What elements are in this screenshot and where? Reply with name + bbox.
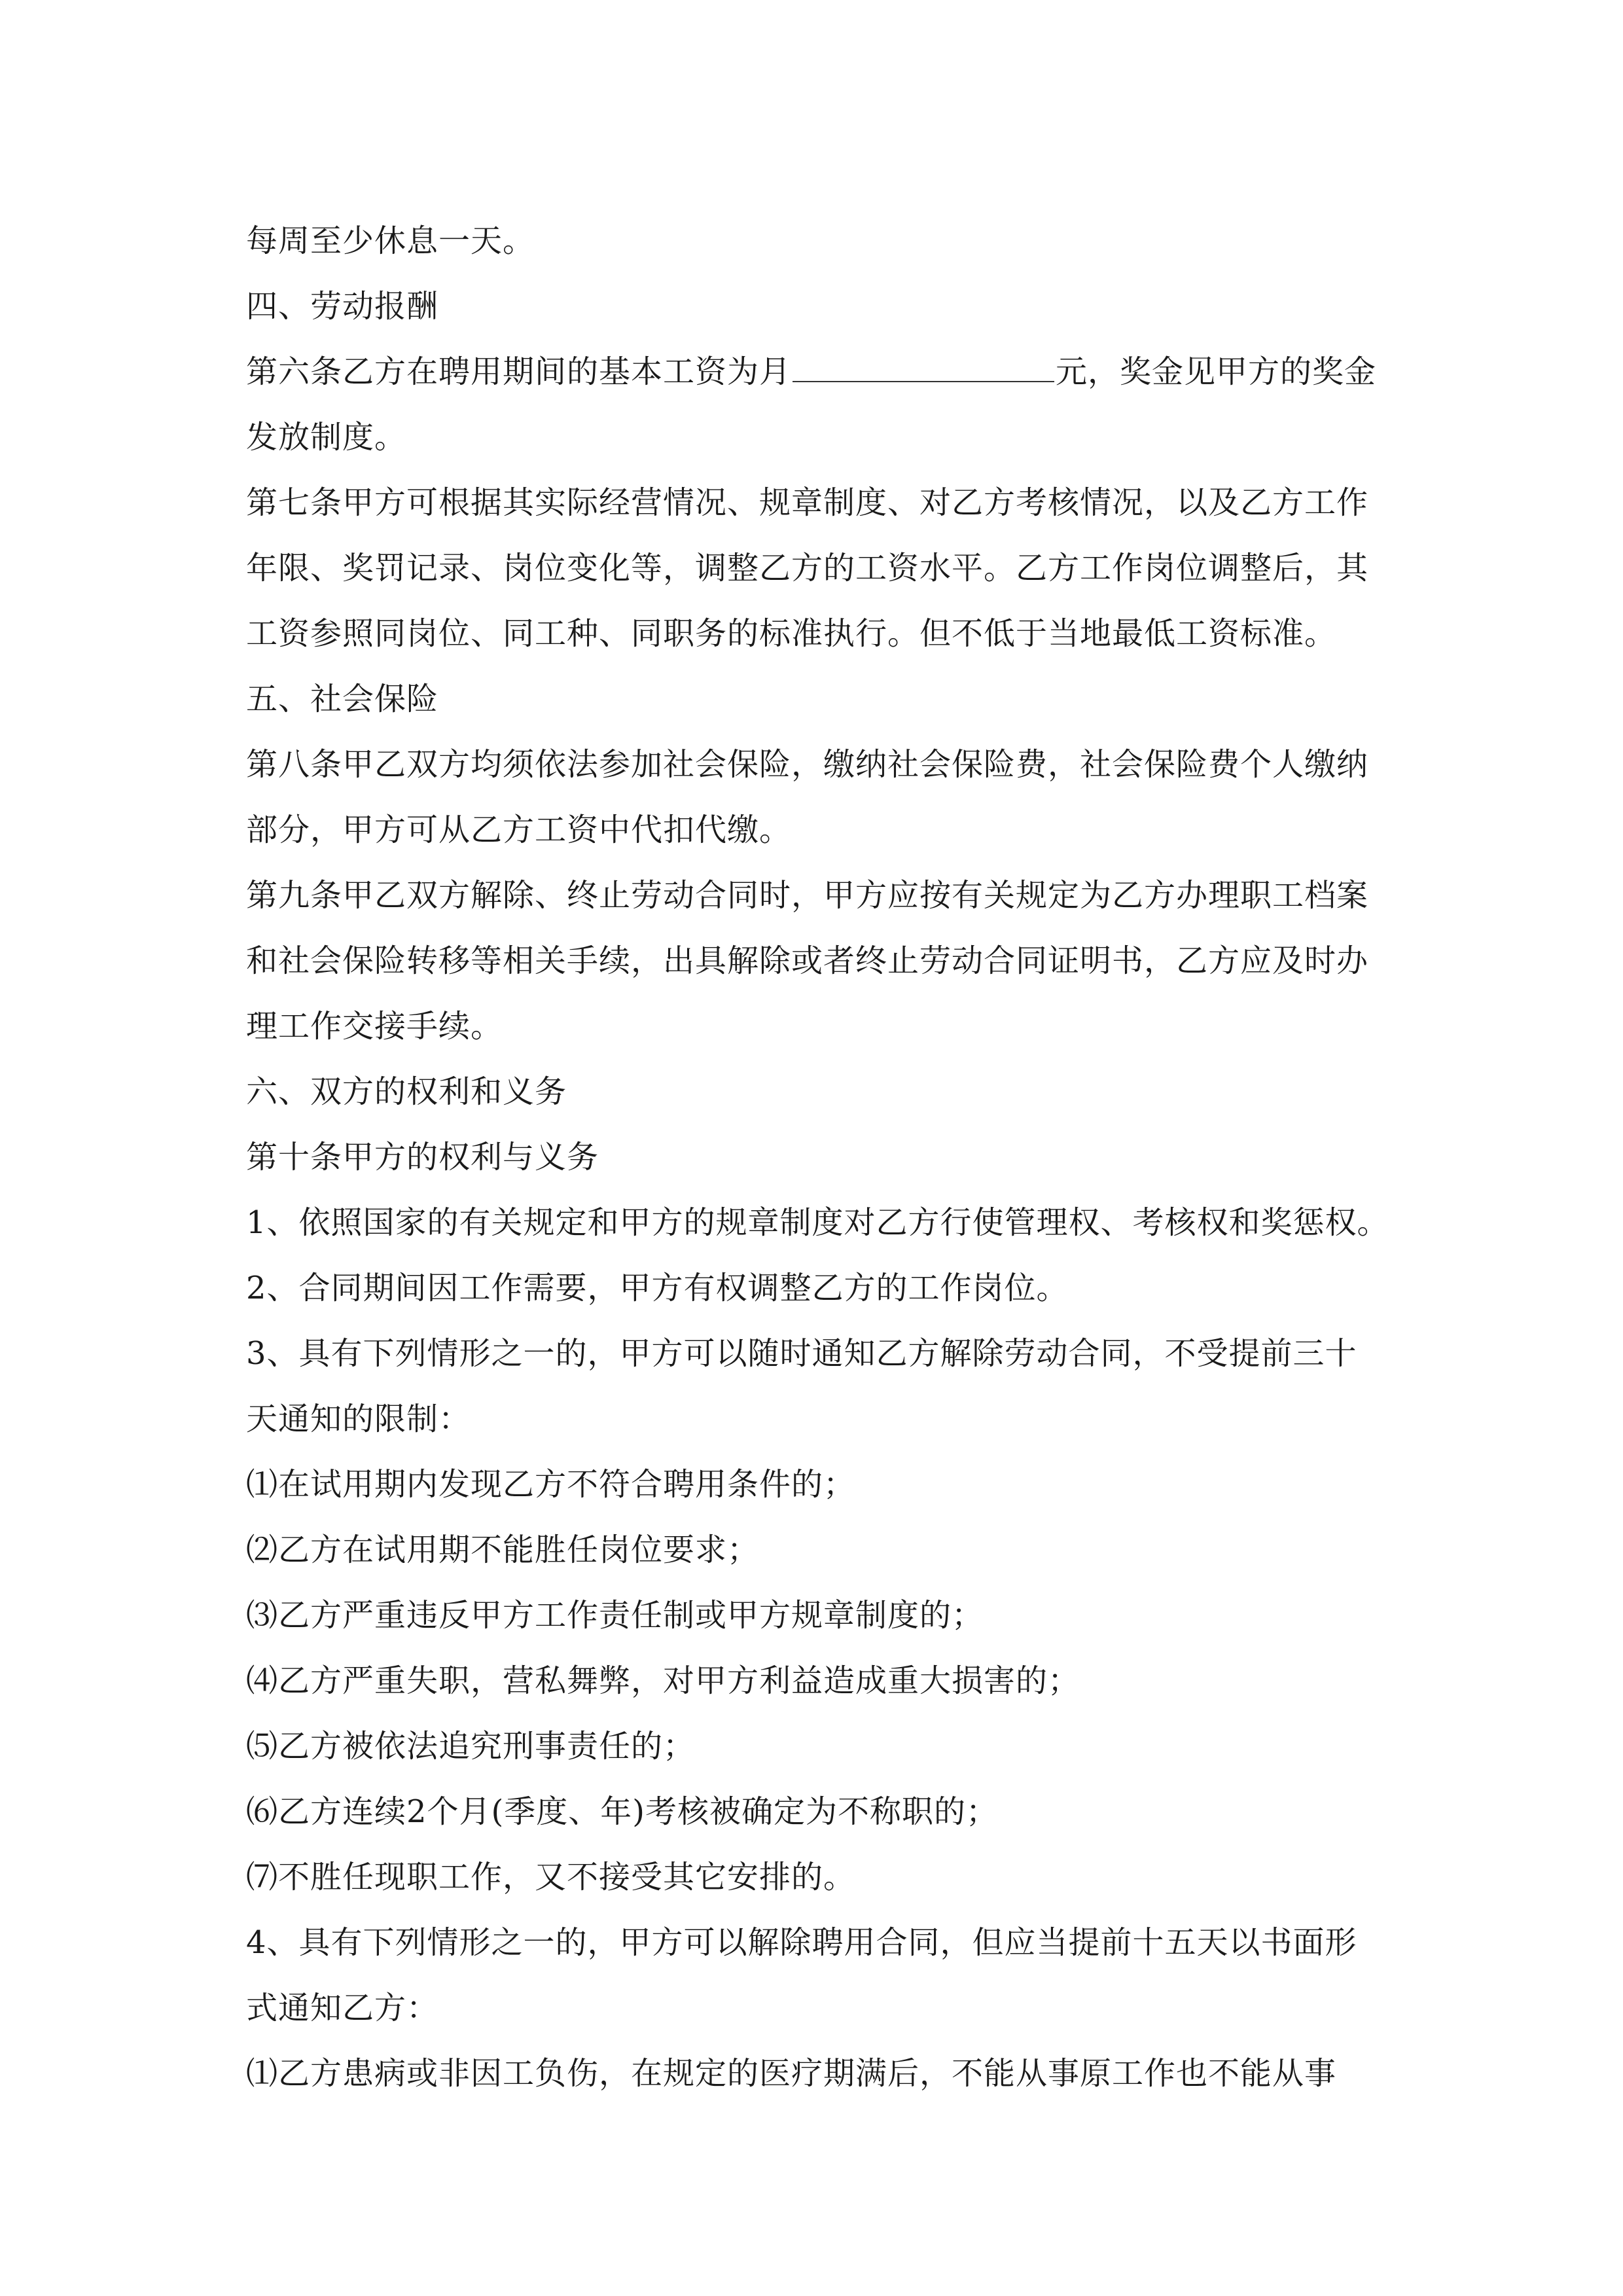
text-segment: 元，奖金见甲方的奖金 [1056,353,1377,390]
text-line: 第七条甲方可根据其实际经营情况、规章制度、对乙方考核情况，以及乙方工作 [246,484,1369,521]
document-body [246,208,1398,2106]
list-item: ⑹乙方连续2个月(季度、年)考核被确定为不称职的； [246,1793,998,1830]
text-line: 第十条甲方的权利与义务 [246,1139,599,1175]
text-line: 第九条甲乙双方解除、终止劳动合同时，甲方应按有关规定为乙方办理职工档案 [246,877,1369,914]
text-line-with-blank [246,339,1398,404]
text-line: 年限、奖罚记录、岗位变化等，调整乙方的工资水平。乙方工作岗位调整后，其 [246,550,1369,586]
list-item: ⑴乙方患病或非因工负伤，在规定的医疗期满后，不能从事原工作也不能从事 [246,2055,1337,2092]
text-line: 每周至少休息一天。 [246,223,535,259]
list-item: ⑺不胜任现职工作，又不接受其它安排的。 [246,1859,856,1895]
text-line: 发放制度。 [246,419,407,456]
text-line: 式通知乙方： [246,1990,439,2026]
text-line: 4、具有下列情形之一的，甲方可以解除聘用合同，但应当提前十五天以书面形 [246,1924,1357,1961]
text-segment: 第六条乙方在聘用期间的基本工资为月 [246,353,792,390]
text-line: 和社会保险转移等相关手续，出具解除或者终止劳动合同证明书，乙方应及时办 [246,942,1369,979]
list-item: ⑴在试用期内发现乙方不符合聘用条件的； [246,1466,856,1503]
salary-blank-field [793,352,1054,382]
text-line: 3、具有下列情形之一的，甲方可以随时通知乙方解除劳动合同，不受提前三十 [246,1335,1357,1372]
list-item: ⑶乙方严重违反甲方工作责任制或甲方规章制度的； [246,1597,984,1634]
list-item: ⑸乙方被依法追究刑事责任的； [246,1728,696,1765]
section-heading: 五、社会保险 [246,681,439,717]
text-line: 理工作交接手续。 [246,1008,503,1045]
text-line: 部分，甲方可从乙方工资中代扣代缴。 [246,812,792,848]
text-line: 工资参照同岗位、同工种、同职务的标准执行。但不低于当地最低工资标准。 [246,615,1337,652]
list-item: ⑵乙方在试用期不能胜任岗位要求； [246,1532,760,1568]
section-heading: 六、双方的权利和义务 [246,1073,567,1110]
list-item: ⑷乙方严重失职，营私舞弊，对甲方利益造成重大损害的； [246,1662,1080,1699]
section-heading: 四、劳动报酬 [246,288,439,325]
text-line: 1、依照国家的有关规定和甲方的规章制度对乙方行使管理权、考核权和奖惩权。 [246,1204,1389,1241]
text-line: 第八条甲乙双方均须依法参加社会保险，缴纳社会保险费，社会保险费个人缴纳 [246,746,1369,783]
text-line: 天通知的限制： [246,1401,471,1437]
text-line: 2、合同期间因工作需要，甲方有权调整乙方的工作岗位。 [246,1270,1069,1306]
